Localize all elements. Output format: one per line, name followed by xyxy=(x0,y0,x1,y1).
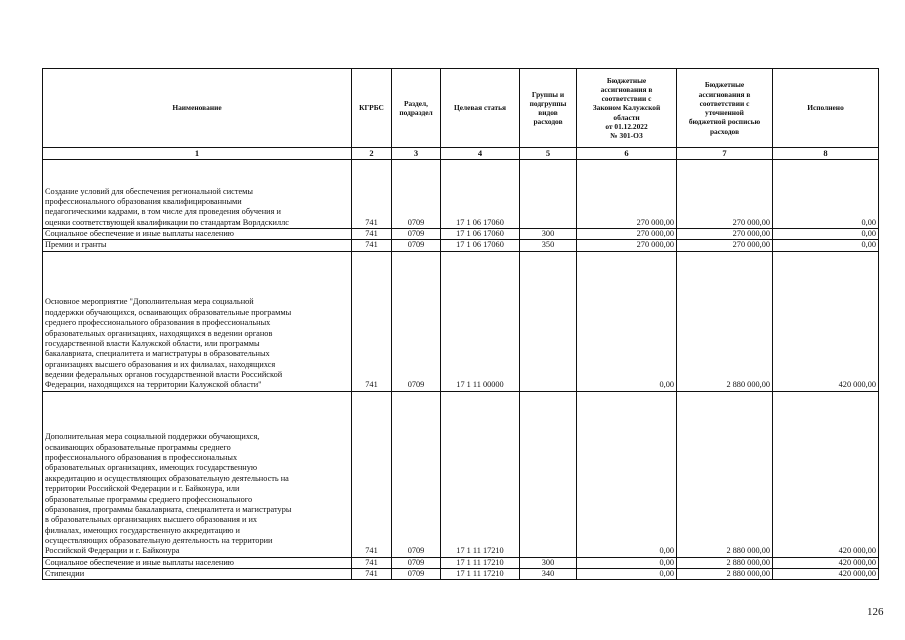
row-group: 300 xyxy=(520,229,577,240)
table-row xyxy=(43,160,879,229)
row-law: 270 000,00 xyxy=(577,160,677,229)
row-kgrbs: 741 xyxy=(352,240,392,251)
row-target: 17 1 11 17210 xyxy=(441,391,520,557)
row-target: 17 1 06 17060 xyxy=(441,229,520,240)
row-group xyxy=(520,160,577,229)
table-row xyxy=(43,251,879,391)
row-section: 0709 xyxy=(392,569,441,580)
row-name: Основное мероприятие "Дополнительная мера социальной поддержки обучающихся, осваивающих образовательные программы среднего профессионального образования в профессиональных образовательных организациях, находящихся в ведении органов государственной власти Калужской области, или программы бакалавриата, специалитета и магистратуры в образовательных организациях высшего образования и их филиалах, находящихся ведении федеральных органов государственной власти Российской Федерации, находящихся на территории Калужской области" xyxy=(43,251,352,391)
row-law: 270 000,00 xyxy=(577,229,677,240)
page-number: 126 xyxy=(867,606,884,618)
table-row xyxy=(43,391,879,557)
header-budget-refined: Бюджетные ассигнования в соответствии с уточненной бюджетной росписью расходов xyxy=(677,69,773,148)
row-executed: 0,00 xyxy=(773,160,879,229)
row-law: 270 000,00 xyxy=(577,240,677,251)
column-number: 3 xyxy=(392,148,441,160)
column-number-row xyxy=(43,148,879,160)
row-section: 0709 xyxy=(392,557,441,568)
table-row xyxy=(43,240,879,251)
row-target: 17 1 06 17060 xyxy=(441,160,520,229)
row-law: 0,00 xyxy=(577,569,677,580)
column-number: 8 xyxy=(773,148,879,160)
row-refined: 270 000,00 xyxy=(677,229,773,240)
row-law: 0,00 xyxy=(577,251,677,391)
header-executed: Исполнено xyxy=(773,69,879,148)
row-kgrbs: 741 xyxy=(352,569,392,580)
row-law: 0,00 xyxy=(577,391,677,557)
header-budget-law: Бюджетные ассигнования в соответствии с Законом Калужской области от 01.12.2022 № 301-ОЗ xyxy=(577,69,677,148)
column-number: 6 xyxy=(577,148,677,160)
row-executed: 0,00 xyxy=(773,229,879,240)
header-kgrbs: КГРБС xyxy=(352,69,392,148)
row-name: Стипендии xyxy=(43,569,352,580)
row-kgrbs: 741 xyxy=(352,229,392,240)
table-row xyxy=(43,229,879,240)
row-name: Премии и гранты xyxy=(43,240,352,251)
header-target: Целевая статья xyxy=(441,69,520,148)
header-name: Наименование xyxy=(43,69,352,148)
row-target: 17 1 11 00000 xyxy=(441,251,520,391)
row-group: 300 xyxy=(520,557,577,568)
row-target: 17 1 06 17060 xyxy=(441,240,520,251)
row-section: 0709 xyxy=(392,229,441,240)
row-group: 340 xyxy=(520,569,577,580)
row-section: 0709 xyxy=(392,391,441,557)
row-name: Создание условий для обеспечения региональной системы профессионального образования квалифицированными педагогическими кадрами, в том числе для проведения обучения и оценки соответствующей квалификации по стандартам Ворлдскиллс xyxy=(43,160,352,229)
row-name: Социальное обеспечение и иные выплаты населению xyxy=(43,229,352,240)
column-number: 5 xyxy=(520,148,577,160)
row-name: Социальное обеспечение и иные выплаты населению xyxy=(43,557,352,568)
row-name: Дополнительная мера социальной поддержки обучающихся, осваивающих образовательные программы среднего профессионального образования в профессиональных образовательных организациях, имеющих государственную аккредитацию и осуществляющих образовательную деятельность на территории Российской Федерации и г. Байконура, или образовательные программы среднего профессионального образования, программы бакалавриата, специалитета и магистратуры в образовательных организациях высшего образования и их филиалах, имеющих государственную аккредитацию и осуществляющих образовательную деятельность на территории Российской Федерации и г. Байконура xyxy=(43,391,352,557)
row-refined: 270 000,00 xyxy=(677,160,773,229)
row-refined: 2 880 000,00 xyxy=(677,391,773,557)
row-executed: 420 000,00 xyxy=(773,569,879,580)
row-refined: 2 880 000,00 xyxy=(677,569,773,580)
row-refined: 2 880 000,00 xyxy=(677,557,773,568)
row-group xyxy=(520,391,577,557)
row-kgrbs: 741 xyxy=(352,160,392,229)
budget-table xyxy=(42,68,879,580)
row-target: 17 1 11 17210 xyxy=(441,557,520,568)
table-row xyxy=(43,557,879,568)
row-refined: 2 880 000,00 xyxy=(677,251,773,391)
row-executed: 420 000,00 xyxy=(773,557,879,568)
row-section: 0709 xyxy=(392,251,441,391)
row-executed: 420 000,00 xyxy=(773,391,879,557)
row-kgrbs: 741 xyxy=(352,251,392,391)
column-number: 2 xyxy=(352,148,392,160)
row-executed: 0,00 xyxy=(773,240,879,251)
row-refined: 270 000,00 xyxy=(677,240,773,251)
row-section: 0709 xyxy=(392,240,441,251)
table-row xyxy=(43,569,879,580)
row-section: 0709 xyxy=(392,160,441,229)
header-section: Раздел, подраздел xyxy=(392,69,441,148)
column-number: 4 xyxy=(441,148,520,160)
table-header-row xyxy=(43,69,879,148)
row-group: 350 xyxy=(520,240,577,251)
row-kgrbs: 741 xyxy=(352,557,392,568)
row-executed: 420 000,00 xyxy=(773,251,879,391)
header-groups: Группы и подгруппы видов расходов xyxy=(520,69,577,148)
column-number: 1 xyxy=(43,148,352,160)
row-law: 0,00 xyxy=(577,557,677,568)
row-group xyxy=(520,251,577,391)
row-target: 17 1 11 17210 xyxy=(441,569,520,580)
row-kgrbs: 741 xyxy=(352,391,392,557)
column-number: 7 xyxy=(677,148,773,160)
